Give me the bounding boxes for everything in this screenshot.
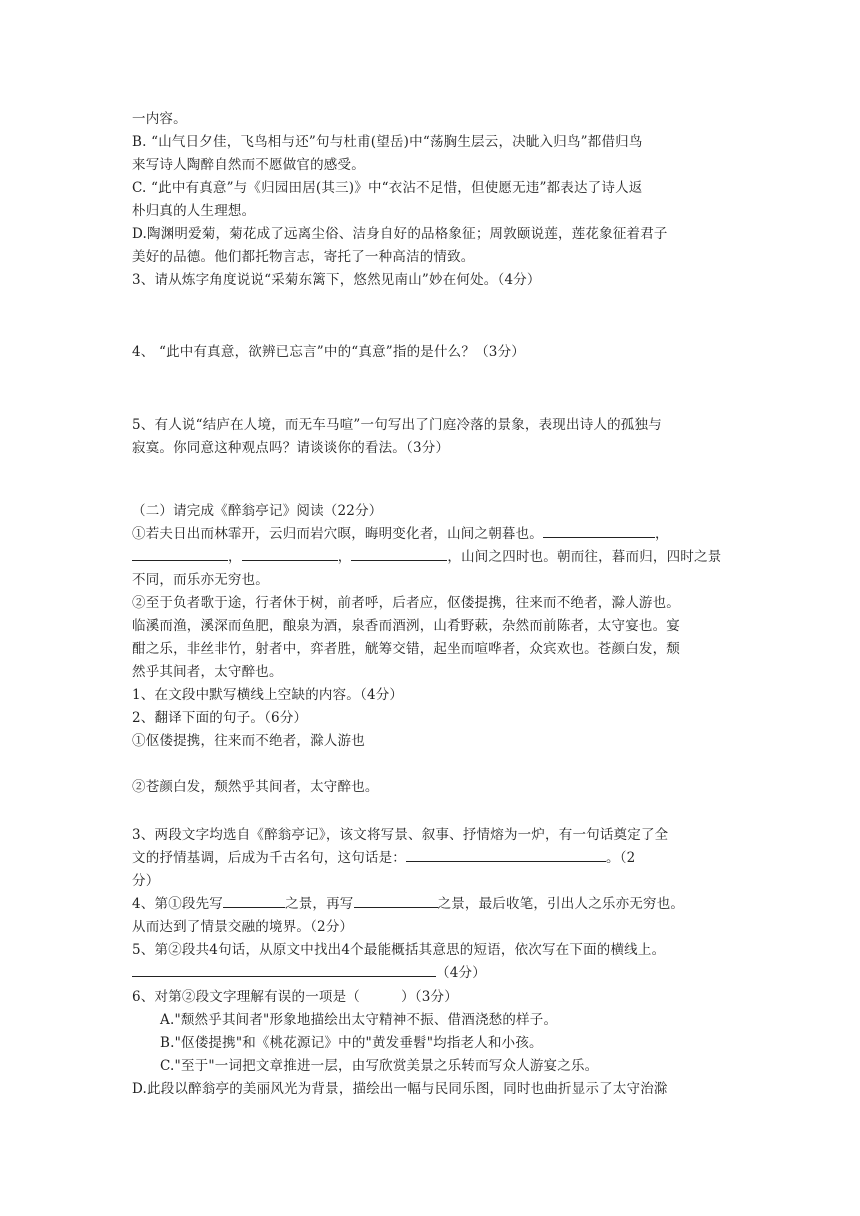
- passage-line: ①若夫日出而林霏开，云归而岩穴暝，晦明变化者，山间之朝暮也。 ，: [132, 523, 669, 545]
- passage-line: 酣之乐，非丝非竹，射者中，弈者胜，觥筹交错，起坐而喧哗者，众宾欢也。苍颜白发，颓: [132, 641, 680, 657]
- text-line: 分）: [132, 873, 160, 889]
- answer-blank[interactable]: [351, 546, 447, 561]
- option-d: D.此段以醉翁亭的美丽风光为背景，描绘出一幅与民同乐图，同时也曲折显示了太守治滁: [132, 1081, 668, 1097]
- option-c: C."至于"一词把文章推进一层，由写欣赏美景之乐转而写众人游宴之乐。: [160, 1058, 599, 1074]
- question-5: 5、第②段共4句话，从原文中找出4个最能概括其意思的短语，依次写在下面的横线上。: [132, 942, 666, 958]
- question-5-answer-line: （4分）: [132, 962, 486, 984]
- option-b: B."伛偻提携"和《桃花源记》中的"黄发垂髫"均指老人和小孩。: [160, 1035, 543, 1051]
- answer-blank[interactable]: [223, 893, 285, 908]
- question-2: 2、翻译下面的句子。（6分）: [132, 710, 308, 726]
- question-3: 3、两段文字均选自《醉翁亭记》，该文将写景、叙事、抒情熔为一炉，有一句话奠定了全: [132, 827, 669, 843]
- translation-item-a: ①伛偻提携，往来而不绝者，滁人游也: [132, 733, 365, 749]
- question-3: 3、请从炼字角度说说“采菊东篱下，悠然见南山”妙在何处。（4分）: [132, 272, 541, 288]
- text-line: 一内容。: [132, 111, 187, 127]
- passage-line: 然乎其间者，太守醉也。: [132, 664, 283, 680]
- passage-line: 不同，而乐亦无穷也。: [132, 572, 269, 588]
- text-line: 朴归真的人生理想。: [132, 203, 256, 219]
- translation-item-b: ②苍颜白发，颓然乎其间者，太守醉也。: [132, 779, 379, 795]
- question-5: 5、有人说“结庐在人境，而无车马喧”一句写出了门庭冷落的景象，表现出诗人的孤独与: [132, 417, 662, 433]
- answer-blank[interactable]: [354, 893, 438, 908]
- text-line: 来写诗人陶醉自然而不愿做官的感受。: [132, 157, 365, 173]
- question-4: 4、第①段先写 之景，再写 之景，最后收笔，引出人之乐亦无穷也。: [132, 893, 684, 915]
- question-6: 6、对第②段文字理解有误的一项是（ ）（3分）: [132, 989, 458, 1005]
- answer-blank[interactable]: [406, 847, 606, 862]
- text-line: 从而达到了情景交融的境界。（2分）: [132, 919, 354, 935]
- answer-blank[interactable]: [543, 523, 655, 538]
- passage-line: ， ， ，山间之四时也。朝而往，暮而归，四时之景: [132, 546, 721, 568]
- passage-line: ②至于负者歌于途，行者休于树，前者呼，后者应，伛偻提携，往来而不绝者，滁人游也。: [132, 595, 680, 611]
- answer-blank[interactable]: [132, 546, 228, 561]
- question-3-answer-line: 文的抒情基调，后成为千古名句，这句话是： 。（2: [132, 847, 635, 869]
- text-line: 美好的品德。他们都托物言志，寄托了一种高洁的情致。: [132, 249, 475, 265]
- answer-blank[interactable]: [242, 546, 338, 561]
- option-b-line: B. “山气日夕佳，飞鸟相与还”句与杜甫(望岳)中“荡胸生层云，决眦入归鸟”都借归鸟: [132, 134, 643, 150]
- question-4: 4、 “此中有真意，欲辨已忘言”中的“真意”指的是什么？（3分）: [132, 344, 525, 360]
- question-1: 1、在文段中默写横线上空缺的内容。（4分）: [132, 687, 404, 703]
- passage-line: 临溪而渔，溪深而鱼肥，酿泉为酒，泉香而酒洌，山肴野蔌，杂然而前陈者，太守宴也。宴: [132, 618, 680, 634]
- option-a: A."颓然乎其间者"形象地描绘出太守精神不振、借酒浇愁的样子。: [160, 1012, 558, 1028]
- text-line: 寂寞。你同意这种观点吗？请谈谈你的看法。（3分）: [132, 440, 450, 456]
- section-heading: （二）请完成《醉翁亭记》阅读（22分）: [132, 503, 383, 519]
- option-d-line: D.陶渊明爱菊，菊花成了远离尘俗、洁身自好的品格象征；周敦颐说莲，莲花象征着君子: [132, 226, 668, 242]
- option-c-line: C. “此中有真意”与《归园田居(其三)》中“衣沾不足惜，但使愿无违”都表达了诗人返: [132, 180, 643, 196]
- answer-blank[interactable]: [132, 962, 436, 977]
